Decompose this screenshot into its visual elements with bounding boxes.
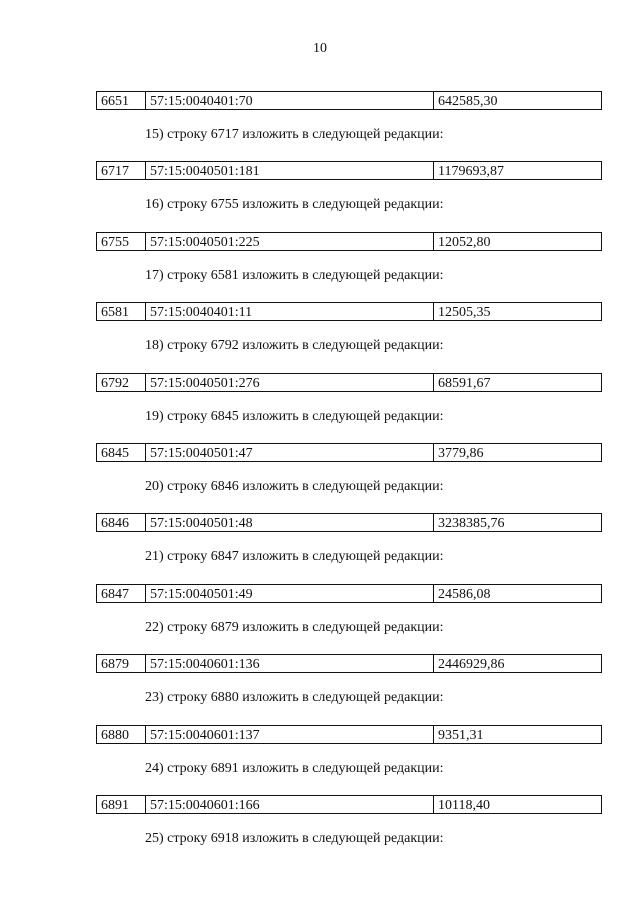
value-cell: 12052,80 [438, 234, 491, 250]
table-row [96, 161, 602, 180]
value-cell: 9351,31 [438, 727, 484, 743]
table-row [96, 373, 602, 392]
table-row [96, 513, 602, 532]
value-cell: 3238385,76 [438, 516, 505, 532]
value-cell: 2446929,86 [438, 657, 505, 673]
value-cell: 68591,67 [438, 375, 491, 391]
page-number: 10 [313, 41, 327, 56]
value-cell: 10118,40 [438, 798, 490, 813]
row-number-cell: 6792 [97, 374, 146, 391]
row-number-cell: 6879 [97, 655, 146, 672]
amendment-paragraph: 20) строку 6846 изложить в следующей редакции: [145, 479, 444, 494]
amendment-paragraph: 17) строку 6581 изложить в следующей редакции: [145, 267, 444, 283]
amendment-paragraph: 16) строку 6755 изложить в следующей редакции: [145, 197, 444, 213]
row-number-cell: 6891 [97, 796, 146, 813]
cadastral-number-cell: 57:15:0040501:225 [146, 233, 434, 250]
cadastral-number-cell: 57:15:0040501:47 [146, 444, 434, 461]
cadastral-number-cell: 57:15:0040501:49 [146, 585, 434, 602]
cadastral-number-cell: 57:15:0040401:11 [146, 303, 434, 320]
table-row [96, 584, 602, 603]
amendment-paragraph: 25) строку 6918 изложить в следующей редакции: [145, 831, 444, 846]
table-row [96, 91, 602, 110]
cadastral-number-cell: 57:15:0040601:137 [146, 726, 434, 743]
value-cell: 12505,35 [438, 305, 491, 321]
amendment-paragraph: 19) строку 6845 изложить в следующей редакции: [145, 408, 444, 424]
amendment-paragraph: 24) строку 6891 изложить в следующей редакции: [145, 760, 444, 776]
amendment-paragraph: 15) строку 6717 изложить в следующей редакции: [145, 127, 444, 142]
amendment-paragraph: 18) строку 6792 изложить в следующей редакции: [145, 338, 444, 354]
row-number-cell: 6880 [97, 726, 146, 743]
cadastral-number-cell: 57:15:0040601:166 [146, 796, 434, 813]
row-number-cell: 6717 [97, 162, 146, 179]
table-row [96, 725, 602, 744]
row-number-cell: 6651 [97, 92, 146, 109]
table-row [96, 232, 602, 251]
table-row [96, 302, 602, 321]
table-row [96, 443, 602, 462]
cadastral-number-cell: 57:15:0040501:48 [146, 514, 434, 531]
value-cell: 642585,30 [438, 94, 498, 109]
cadastral-number-cell: 57:15:0040601:136 [146, 655, 434, 672]
row-number-cell: 6846 [97, 514, 146, 531]
row-number-cell: 6845 [97, 444, 146, 461]
table-row [96, 654, 602, 673]
table-row [96, 795, 602, 814]
row-number-cell: 6847 [97, 585, 146, 602]
amendment-paragraph: 22) строку 6879 изложить в следующей редакции: [145, 619, 444, 635]
cadastral-number-cell: 57:15:0040401:70 [146, 92, 434, 109]
amendment-paragraph: 23) строку 6880 изложить в следующей редакции: [145, 690, 444, 706]
value-cell: 3779,86 [438, 446, 484, 461]
amendment-paragraph: 21) строку 6847 изложить в следующей редакции: [145, 549, 444, 565]
value-cell: 1179693,87 [438, 164, 504, 180]
row-number-cell: 6581 [97, 303, 146, 320]
value-cell: 24586,08 [438, 586, 491, 602]
cadastral-number-cell: 57:15:0040501:276 [146, 374, 434, 391]
cadastral-number-cell: 57:15:0040501:181 [146, 162, 434, 179]
row-number-cell: 6755 [97, 233, 146, 250]
